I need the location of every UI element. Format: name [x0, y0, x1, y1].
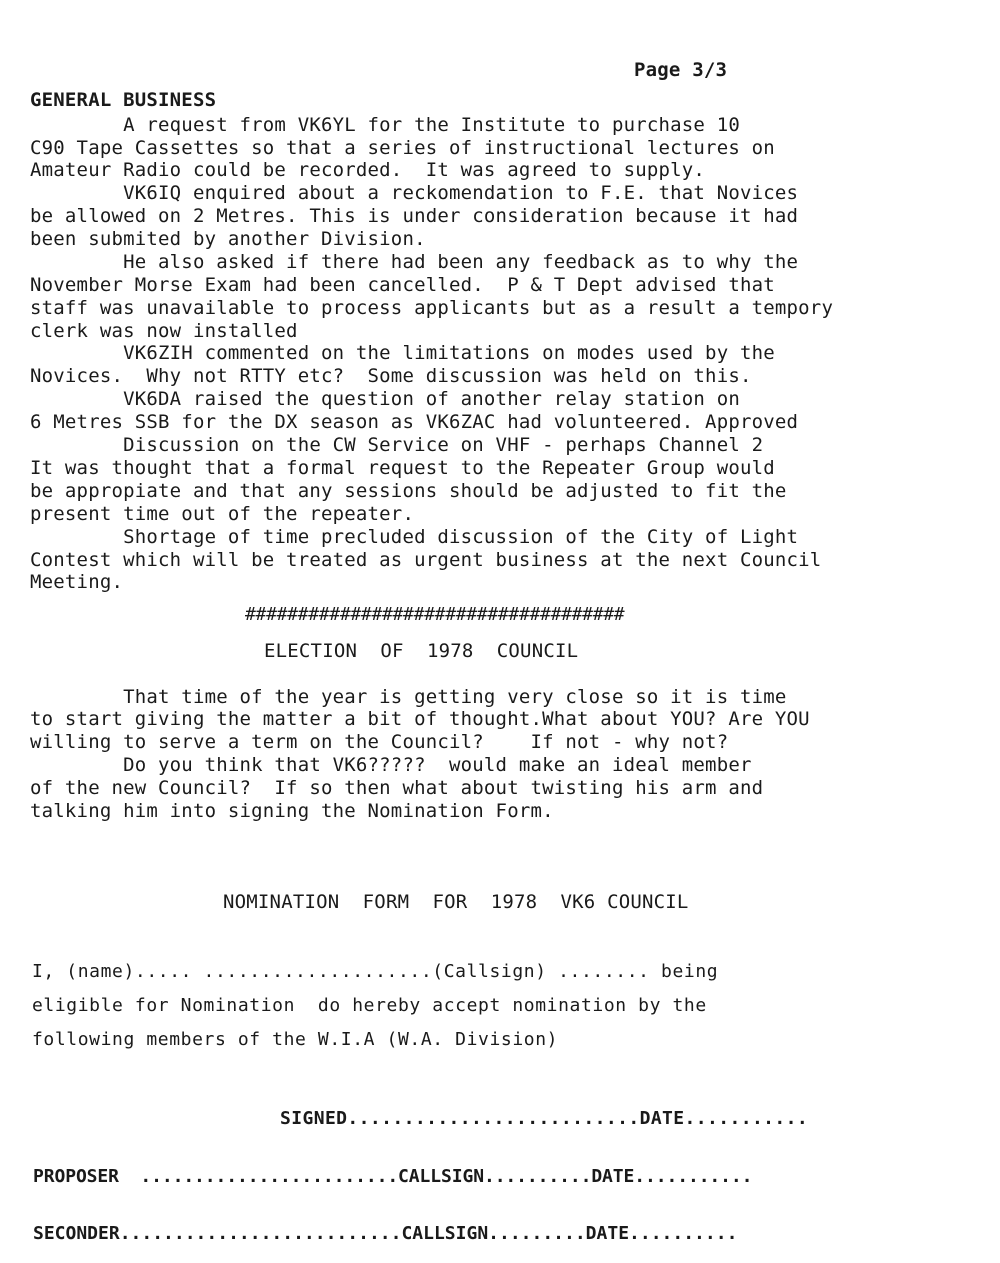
body-line: Shortage of time precluded discussion of the City of Light: [30, 526, 799, 548]
seconder-line: SECONDER..........................CALLSIGN.........DATE..........: [33, 1223, 738, 1244]
body-line: Contest which will be treated as urgent business at the next Council: [30, 549, 822, 571]
body-line: present time out of the repeater.: [30, 503, 415, 525]
form-line: eligible for Nomination do hereby accept nomination by the: [32, 995, 707, 1016]
section-separator: ####################################: [245, 604, 625, 625]
body-line: be appropiate and that any sessions should be adjusted to fit the: [30, 480, 787, 502]
proposer-line: PROPOSER ........................CALLSIGN..........DATE...........: [33, 1166, 753, 1187]
body-line: clerk was now installed: [30, 320, 298, 342]
form-line: following members of the W.I.A (W.A. Division): [32, 1029, 559, 1050]
body-line: VK6DA raised the question of another relay station on: [30, 388, 740, 410]
body-line: VK6IQ enquired about a reckomendation to F.E. that Novices: [30, 182, 799, 204]
body-line: be allowed on 2 Metres. This is under consideration because it had: [30, 205, 799, 227]
body-line: Amateur Radio could be recorded. It was agreed to supply.: [30, 159, 706, 181]
body-line: Novices. Why not RTTY etc? Some discussion was held on this.: [30, 365, 752, 387]
body-line: A request from VK6YL for the Institute to purchase 10: [30, 114, 740, 136]
body-line: Meeting.: [30, 571, 124, 593]
body-line: He also asked if there had been any feedback as to why the: [30, 251, 799, 273]
body-line: staff was unavailable to process applicants but as a result a tempory: [30, 297, 834, 319]
body-line: Do you think that VK6????? would make an ideal member: [30, 754, 752, 776]
signed-line: SIGNED..........................DATE...........: [280, 1108, 809, 1129]
body-line: been submited by another Division.: [30, 228, 426, 250]
body-line: November Morse Exam had been cancelled. P & T Dept advised that: [30, 274, 775, 296]
body-line: C90 Tape Cassettes so that a series of instructional lectures on: [30, 137, 775, 159]
body-line: VK6ZIH commented on the limitations on modes used by the: [30, 342, 775, 364]
body-line: That time of the year is getting very close so it is time: [30, 686, 787, 708]
body-line: Discussion on the CW Service on VHF - perhaps Channel 2: [30, 434, 764, 456]
body-line: to start giving the matter a bit of thought.What about YOU? Are YOU: [30, 708, 810, 730]
body-line: 6 Metres SSB for the DX season as VK6ZAC had volunteered. Approved: [30, 411, 799, 433]
election-heading: ELECTION OF 1978 COUNCIL: [264, 640, 579, 662]
nomination-form-heading: NOMINATION FORM FOR 1978 VK6 COUNCIL: [223, 891, 689, 913]
body-line: It was thought that a formal request to the Repeater Group would: [30, 457, 775, 479]
body-line: willing to serve a term on the Council? If not - why not?: [30, 731, 729, 753]
general-business-heading: GENERAL BUSINESS: [30, 89, 217, 111]
form-line: I, (name)..... ....................(Callsign) ........ being: [32, 961, 719, 982]
body-line: of the new Council? If so then what about twisting his arm and: [30, 777, 764, 799]
page-number: Page 3/3: [634, 59, 728, 81]
body-line: talking him into signing the Nomination Form.: [30, 800, 554, 822]
